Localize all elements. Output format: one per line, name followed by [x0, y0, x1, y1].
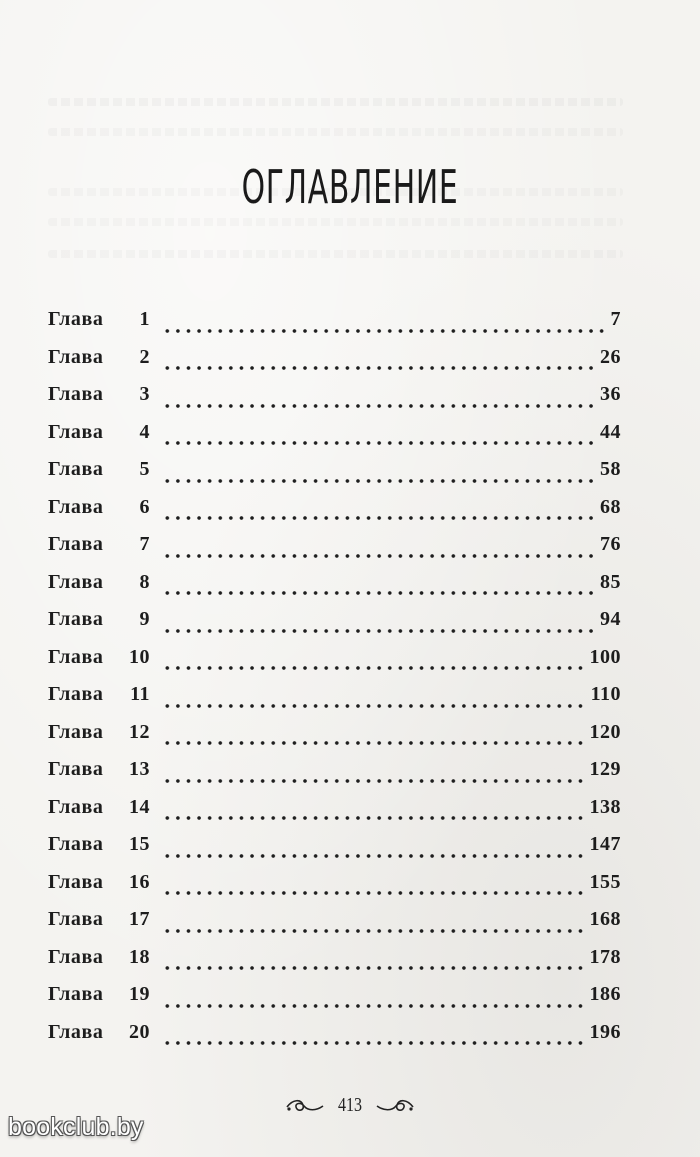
page-reference: 147 — [589, 833, 621, 855]
chapter-number: 20 — [129, 1020, 150, 1043]
dot-leader — [162, 779, 586, 783]
toc-entry — [48, 646, 621, 684]
show-through-line — [48, 128, 623, 136]
toc-entry — [48, 458, 621, 496]
chapter-number: 11 — [130, 683, 150, 705]
chapter-number: 10 — [129, 645, 150, 668]
chapter-number: 4 — [139, 420, 150, 443]
toc-entry — [48, 608, 621, 646]
page-reference: 138 — [589, 795, 621, 818]
page-reference: 44 — [600, 420, 621, 443]
dot-leader — [162, 816, 586, 820]
page-reference: 36 — [600, 383, 621, 405]
dot-leader — [162, 479, 596, 483]
page-reference: 168 — [589, 908, 621, 930]
chapter-label: Глава — [48, 1020, 104, 1043]
chapter-label: Глава — [48, 420, 104, 443]
page-reference: 58 — [600, 458, 621, 480]
dot-leader — [162, 404, 596, 408]
toc-entry — [48, 683, 621, 721]
page-reference: 178 — [589, 945, 621, 968]
chapter-number: 16 — [129, 870, 150, 893]
toc-entry — [48, 871, 621, 909]
chapter-label: Глава — [48, 945, 104, 968]
toc-entry — [48, 383, 621, 421]
chapter-number: 15 — [129, 833, 150, 855]
chapter-label: Глава — [48, 570, 104, 593]
toc-entry — [48, 833, 621, 871]
chapter-number: 6 — [139, 495, 150, 518]
chapter-label: Глава — [48, 983, 104, 1005]
page-reference: 186 — [589, 983, 621, 1005]
toc-entry — [48, 571, 621, 609]
page-reference: 100 — [589, 645, 621, 668]
chapter-number: 14 — [129, 795, 150, 818]
chapter-label: Глава — [48, 533, 104, 555]
site-watermark: bookclub.by — [8, 1113, 144, 1141]
chapter-label: Глава — [48, 870, 104, 893]
toc-entry — [48, 346, 621, 384]
dot-leader — [162, 891, 586, 895]
chapter-label: Глава — [48, 383, 104, 405]
toc-entry — [48, 308, 621, 346]
dot-leader — [162, 966, 586, 970]
show-through-line — [48, 218, 623, 226]
toc-entry — [48, 533, 621, 571]
chapter-number: 7 — [139, 533, 150, 555]
page-reference: 76 — [600, 533, 621, 555]
dot-leader — [162, 554, 596, 558]
chapter-number: 8 — [139, 570, 150, 593]
chapter-label: Глава — [48, 308, 104, 330]
chapter-label: Глава — [48, 608, 104, 630]
page-reference: 129 — [589, 758, 621, 780]
chapter-label: Глава — [48, 645, 104, 668]
toc-entry — [48, 758, 621, 796]
toc-entry — [48, 721, 621, 759]
flourish-icon — [285, 1097, 325, 1115]
toc-entry — [48, 796, 621, 834]
chapter-number: 2 — [139, 345, 150, 368]
page-reference: 7 — [610, 308, 621, 330]
page-reference: 110 — [590, 683, 621, 705]
dot-leader — [162, 366, 596, 370]
dot-leader — [162, 441, 596, 445]
toc-entry — [48, 946, 621, 984]
chapter-label: Глава — [48, 908, 104, 930]
chapter-label: Глава — [48, 458, 104, 480]
chapter-number: 18 — [129, 945, 150, 968]
dot-leader — [162, 666, 586, 670]
chapter-label: Глава — [48, 833, 104, 855]
chapter-number: 3 — [139, 383, 150, 405]
page-reference: 26 — [600, 345, 621, 368]
table-of-contents — [48, 308, 621, 1058]
dot-leader — [162, 629, 596, 633]
toc-entry — [48, 983, 621, 1021]
page-reference: 196 — [589, 1020, 621, 1043]
dot-leader — [162, 591, 596, 595]
dot-leader — [162, 741, 586, 745]
chapter-number: 9 — [139, 608, 150, 630]
chapter-label: Глава — [48, 795, 104, 818]
show-through-line — [48, 250, 623, 258]
page-reference: 120 — [589, 720, 621, 743]
page-number: 413 — [338, 1094, 362, 1116]
toc-entry — [48, 908, 621, 946]
show-through-line — [48, 98, 623, 106]
dot-leader — [162, 704, 587, 708]
toc-entry — [48, 421, 621, 459]
toc-entry — [48, 1021, 621, 1059]
chapter-number: 12 — [129, 720, 150, 743]
chapter-label: Глава — [48, 683, 104, 705]
flourish-icon — [375, 1097, 415, 1115]
dot-leader — [162, 516, 596, 520]
dot-leader — [162, 929, 586, 933]
dot-leader — [162, 1004, 586, 1008]
page-reference: 155 — [589, 870, 621, 893]
page-title: ОГЛАВЛЕНИЕ — [241, 160, 459, 214]
chapter-label: Глава — [48, 720, 104, 743]
chapter-label: Глава — [48, 758, 104, 780]
dot-leader — [162, 329, 607, 333]
chapter-number: 5 — [139, 458, 150, 480]
chapter-number: 17 — [129, 908, 150, 930]
page-reference: 94 — [600, 608, 621, 630]
dot-leader — [162, 1041, 586, 1045]
dot-leader — [162, 854, 586, 858]
chapter-number: 19 — [129, 983, 150, 1005]
chapter-label: Глава — [48, 495, 104, 518]
chapter-number: 1 — [139, 308, 150, 330]
chapter-label: Глава — [48, 345, 104, 368]
chapter-number: 13 — [129, 758, 150, 780]
page-reference: 85 — [600, 570, 621, 593]
page-reference: 68 — [600, 495, 621, 518]
toc-entry — [48, 496, 621, 534]
